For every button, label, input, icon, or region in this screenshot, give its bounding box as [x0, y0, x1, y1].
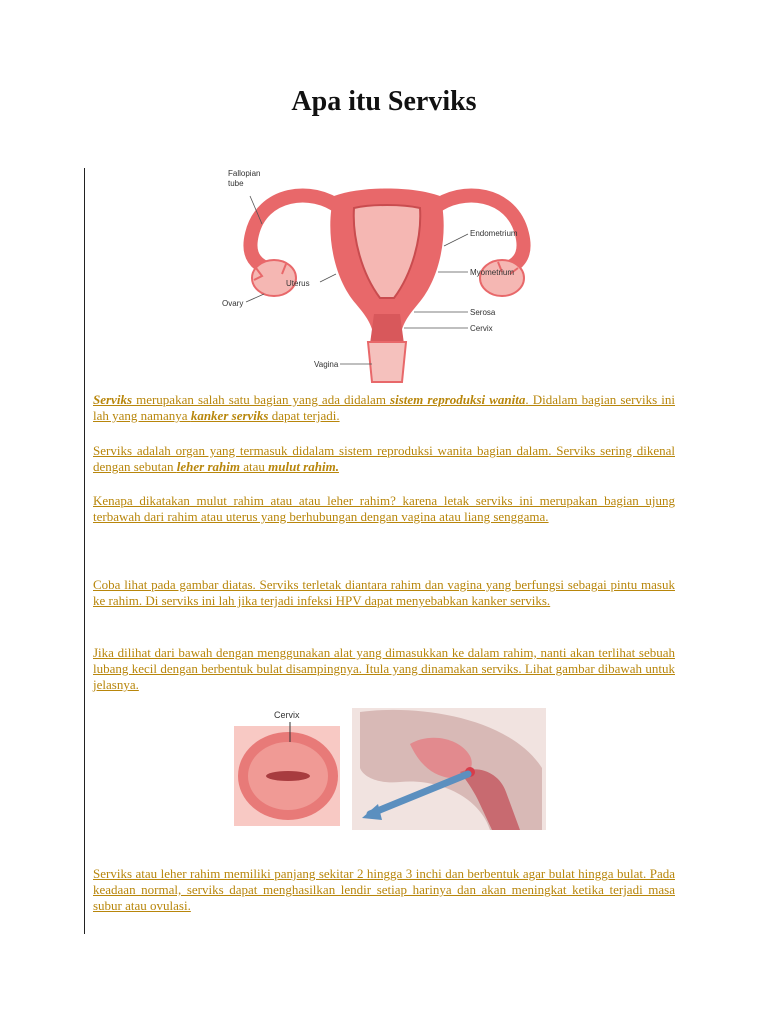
- uterus-diagram: [222, 164, 552, 386]
- label-cervix-view: Cervix: [274, 710, 300, 720]
- label-uterus: Uterus: [286, 279, 310, 288]
- term-kanker-serviks: kanker serviks: [190, 408, 269, 423]
- label-ovary: Ovary: [222, 299, 244, 308]
- label-cervix: Cervix: [470, 324, 493, 333]
- label-endometrium: Endometrium: [470, 229, 518, 238]
- ovary-right: [480, 260, 524, 296]
- paragraph-4[interactable]: Coba lihat pada gambar diatas. Serviks terletak diantara rahim dan vagina yang berfungsi sebagai pintu masuk ke rahim. Di serviks ini lah jika terjadi infeksi HPV dapat menyebabkan kanker serviks.: [93, 577, 675, 608]
- cervix-os: [266, 771, 310, 781]
- cervix-illustration: [230, 708, 546, 830]
- paragraph-5[interactable]: Jika dilihat dari bawah dengan menggunakan alat yang dimasukkan ke dalam rahim, nanti akan terlihat sebuah lubang kecil dengan berbentuk bulat disampingnya. Itula yang dinamakan serviks. Lihat gambar dibawah untuk jelasnya.: [93, 645, 675, 692]
- fallopian-tube-left: [250, 195, 340, 266]
- label-fallopian-tube-2: tube: [228, 179, 244, 188]
- term-sistem-reproduksi: sistem reproduksi wanita: [390, 392, 526, 407]
- term-mulut-rahim: mulut rahim.: [268, 459, 339, 474]
- term-serviks: Serviks: [93, 392, 132, 407]
- cervix-shape: [370, 314, 404, 344]
- label-fallopian-tube: Fallopian: [228, 169, 261, 178]
- label-myometrium: Myometrium: [470, 268, 515, 277]
- vagina-shape: [368, 342, 406, 382]
- paragraph-3[interactable]: Kenapa dikatakan mulut rahim atau atau leher rahim? karena letak serviks ini merupakan bagian ujung terbawah dari rahim atau uterus yang berhubungan dengan vagina atau liang senggama.: [93, 493, 675, 524]
- page-title: Apa itu Serviks: [291, 86, 477, 117]
- margin-rule: [84, 168, 85, 934]
- paragraph-1[interactable]: Serviks merupakan salah satu bagian yang ada didalam sistem reproduksi wanita. Didalam bagian serviks ini lah yang namanya kanker serviks dapat terjadi.: [93, 392, 676, 423]
- label-vagina: Vagina: [314, 360, 339, 369]
- label-serosa: Serosa: [470, 308, 496, 317]
- paragraph-2[interactable]: Serviks adalah organ yang termasuk didalam sistem reproduksi wanita bagian dalam. Serviks sering dikenal dengan sebutan leher rahim atau mulut rahim.: [93, 443, 675, 474]
- term-leher-rahim: leher rahim: [176, 459, 240, 474]
- paragraph-6[interactable]: Serviks atau leher rahim memiliki panjang sekitar 2 hingga 3 inchi dan berbentuk agar bulat hingga bulat. Pada keadaan normal, serviks dapat menghasilkan lendir setiap harinya dan akan meningkat ketika terjadi masa subur atau ovulasi.: [93, 866, 675, 913]
